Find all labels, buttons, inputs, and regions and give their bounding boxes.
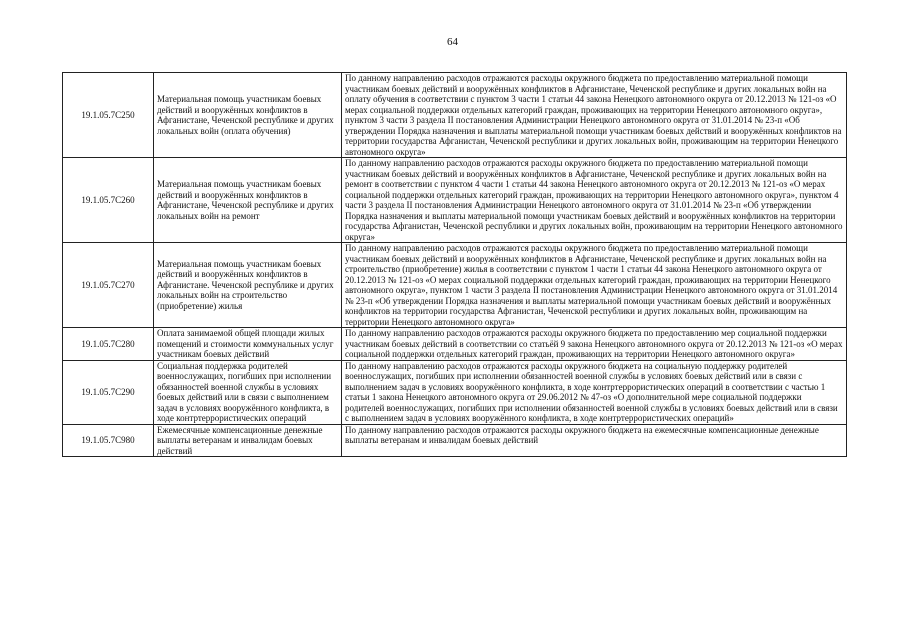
table-row	[63, 328, 847, 361]
expense-code: 19.1.05.7С250	[63, 73, 154, 158]
expense-code: 19.1.05.7С980	[63, 424, 154, 457]
table-row	[63, 360, 847, 424]
expense-description: По данному направлению расходов отражаются расходы окружного бюджета по предоставлению материальной помощи участникам боевых действий и вооружённых конфликтов в Афганистане, Чеченской республике и других локальных войн на ремонт в соответствии с пунктом 4 части 1 статьи 44 закона Ненецкого автономного округа от 20.12.2013 № 121-оз «О мерах социальной поддержки отдельных категорий граждан, проживающих на территории Ненецкого автономного округа», пунктом 4 части 3 раздела II постановления Администрации Ненецкого автономного округа от 31.01.2014 № 23-п «Об утверждении Порядка назначения и выплаты материальной помощи участникам боевых действий и вооружённых конфликтов на территории государства Афганистан, Чеченской республики и других локальных войн, проживающим на территории Ненецкого автономного округа»	[342, 158, 847, 243]
table-row	[63, 73, 847, 158]
page-number: 64	[447, 36, 458, 48]
table-row	[63, 158, 847, 243]
expense-description: По данному направлению расходов отражаются расходы окружного бюджета по предоставлению материальной помощи участникам боевых действий и вооружённых конфликтов в Афганистане, Чеченской республике и других локальных войн на строительство (приобретение) жилья в соответствии с пунктом 1 части 1 статьи 44 закона Ненецкого автономного округа от 20.12.2013 № 121-оз «О мерах социальной поддержки отдельных категорий граждан, проживающих на территории Ненецкого автономного округа», пунктом 1 части 3 раздела II постановления Администрации Ненецкого автономного округа от 31.01.2014 № 23-п «Об утверждении Порядка назначения и выплаты материальной помощи участникам боевых действий и вооружённых конфликтов на территории государства Афганистан, Чеченской республики и других локальных войн, проживающим на территории Ненецкого автономного округа»	[342, 243, 847, 328]
expense-name: Ежемесячные компенсационные денежные выплаты ветеранам и инвалидам боевых действий	[154, 424, 342, 457]
table-row	[63, 424, 847, 457]
expense-description: По данному направлению расходов отражаются расходы окружного бюджета на социальную поддержку родителей военнослужащих, погибших при исполнении обязанностей военной службы в условиях боевых действий или в связи с выполнением задач в условиях вооружённого конфликта, в ходе контртеррористических операций в соответствии с частью 1 статьи 1 закона Ненецкого автономного округа от 29.06.2012 № 47-оз «О дополнительной мере социальной поддержки родителей военнослужащих, погибших при исполнении обязанностей военной службы в условиях боевых действий или в связи с выполнением задач в условиях вооружённого конфликта, в ходе контртеррористических операций»	[342, 360, 847, 424]
expense-name: Материальная помощь участникам боевых действий и вооружённых конфликтов в Афганистане, Чеченской республике и других локальных войн на ремонт	[154, 158, 342, 243]
expense-description: По данному направлению расходов отражаются расходы окружного бюджета на ежемесячные компенсационные денежные выплаты ветеранам и инвалидам боевых действий	[342, 424, 847, 457]
expense-name: Оплата занимаемой общей площади жилых помещений и стоимости коммунальных услуг участникам боевых действий	[154, 328, 342, 361]
expense-code: 19.1.05.7С290	[63, 360, 154, 424]
expense-name: Социальная поддержка родителей военнослужащих, погибших при исполнении обязанностей военной службы в условиях боевых действий или в связи с выполнением задач в условиях вооружённого конфликта, в ходе контртеррористических операций	[154, 360, 342, 424]
expense-name: Материальная помощь участникам боевых действий и вооружённых конфликтов в Афганистане, Чеченской республике и других локальных войн (оплата обучения)	[154, 73, 342, 158]
expense-name: Материальная помощь участникам боевых действий и вооружённых конфликтов в Афганистане. Чеченской республике и других локальных войн на строительство (приобретение) жилья	[154, 243, 342, 328]
expense-description: По данному направлению расходов отражаются расходы окружного бюджета по предоставлению материальной помощи участникам боевых действий и вооружённых конфликтов в Афганистане, Чеченской республике и других локальных войн на оплату обучения в соответствии с пунктом 3 части 1 статьи 44 закона Ненецкого автономного округа от 20.12.2013 № 121-оз «О мерах социальной поддержки отдельных категорий граждан, проживающих на территории Ненецкого автономного округа», пунктом 3 части 3 раздела II постановления Администрации Ненецкого автономного округа от 31.01.2014 № 23-п «Об утверждении Порядка назначения и выплаты материальной помощи участникам боевых действий и вооружённых конфликтов на территории государства Афганистан, Чеченской республики и других локальных войн, проживающим на территории Ненецкого автономного округа»	[342, 73, 847, 158]
expense-code: 19.1.05.7С270	[63, 243, 154, 328]
expense-table	[62, 72, 847, 457]
table-row	[63, 243, 847, 328]
expense-description: По данному направлению расходов отражаются расходы окружного бюджета по предоставлению мер социальной поддержки участникам боевых действий в соответствии со статьёй 9 закона Ненецкого автономного округа от 20.12.2013 № 121-оз «О мерах социальной поддержки отдельных категорий граждан, проживающих на территории Ненецкого автономного округа»	[342, 328, 847, 361]
expense-code: 19.1.05.7С260	[63, 158, 154, 243]
expense-code: 19.1.05.7С280	[63, 328, 154, 361]
